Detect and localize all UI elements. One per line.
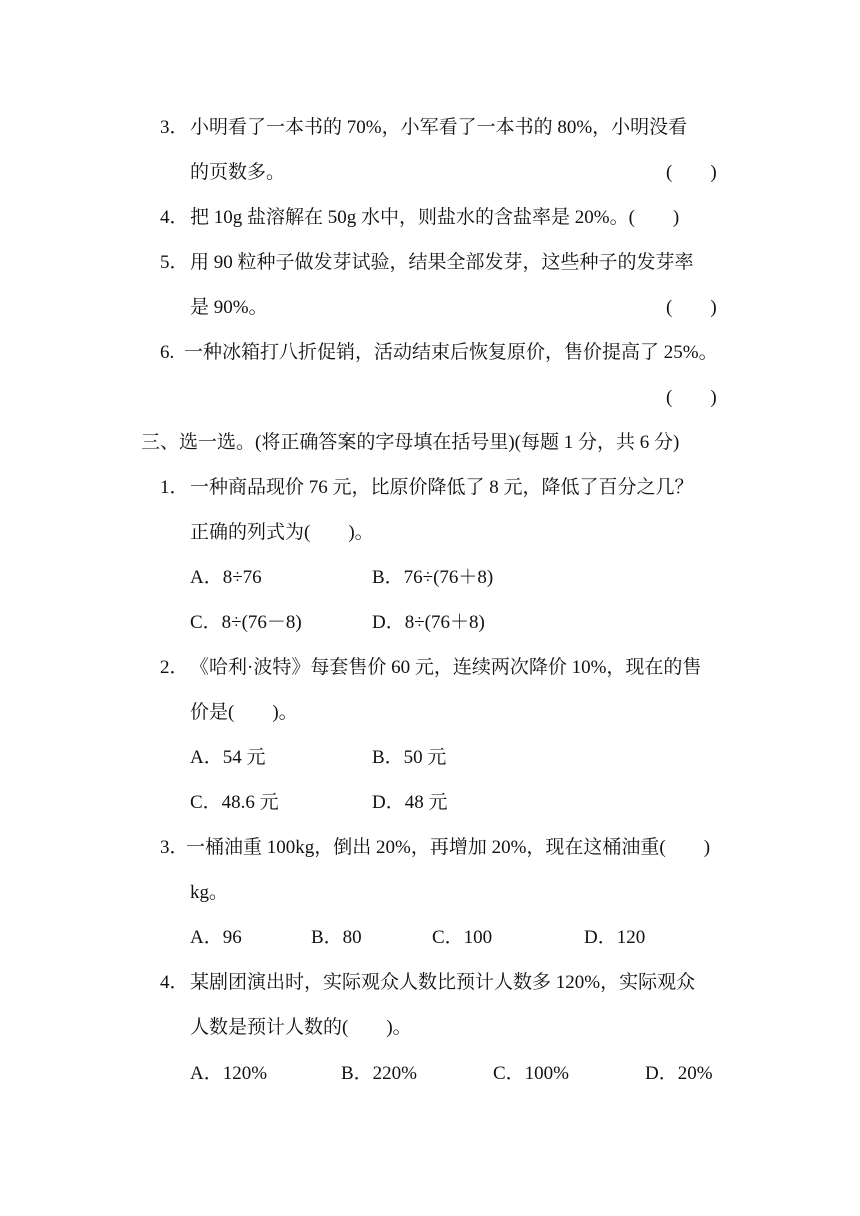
question-number: 5． — [160, 252, 189, 273]
option-a: A．8÷76 — [190, 567, 262, 588]
option-d: D．20% — [645, 1063, 713, 1084]
option-b: B．220% — [341, 1063, 418, 1084]
option-c: C．8÷(76－8) — [190, 612, 302, 633]
question-number: 4． — [160, 972, 189, 993]
question-text: 是 90%。 — [190, 297, 268, 318]
question-text: 用 90 粒种子做发芽试验，结果全部发芽，这些种子的发芽率 — [190, 252, 694, 273]
option-c: C．48.6 元 — [190, 792, 279, 813]
option-b: B．76÷(76＋8) — [372, 567, 494, 588]
question-number: 6. — [160, 342, 175, 363]
question-text: 把 10g 盐溶解在 50g 水中，则盐水的含盐率是 20%。( ) — [190, 207, 680, 228]
option-a: A．120% — [190, 1063, 268, 1084]
question-number: 2． — [160, 657, 189, 678]
option-d: D．120 — [584, 927, 646, 948]
question-text: 一桶油重 100kg，倒出 20%，再增加 20%，现在这桶油重( ) — [186, 837, 711, 858]
option-d: D．8÷(76＋8) — [372, 612, 485, 633]
option-b: B．50 元 — [372, 747, 447, 768]
question-text: 一种冰箱打八折促销，活动结束后恢复原价，售价提高了 25%。 — [184, 342, 718, 363]
section-title: 三、选一选。(将正确答案的字母填在括号里)(每题 1 分，共 6 分) — [141, 432, 680, 453]
answer-blank: ( ) — [666, 297, 717, 318]
question-number: 3． — [160, 117, 189, 138]
question-text: 的页数多。 — [190, 162, 286, 183]
question-text: 一种商品现价 76 元，比原价降低了 8 元，降低了百分之几？ — [190, 477, 694, 498]
option-b: B．80 — [311, 927, 362, 948]
question-text: 正确的列式为( )。 — [190, 522, 374, 543]
question-text: 人数是预计人数的( )。 — [190, 1017, 412, 1038]
option-a: A．96 — [190, 927, 242, 948]
question-text: 小明看了一本书的 70%，小军看了一本书的 80%，小明没看 — [190, 117, 688, 138]
question-number: 4． — [160, 207, 189, 228]
question-text: kg。 — [190, 882, 229, 903]
question-number: 3． — [160, 837, 189, 858]
option-c: C．100 — [432, 927, 493, 948]
answer-blank: ( ) — [666, 162, 717, 183]
question-number: 1． — [160, 477, 189, 498]
option-a: A．54 元 — [190, 747, 266, 768]
question-text: 价是( )。 — [190, 702, 298, 723]
option-c: C．100% — [493, 1063, 570, 1084]
answer-blank: ( ) — [666, 387, 717, 408]
question-text: 《哈利·波特》每套售价 60 元，连续两次降价 10%，现在的售 — [190, 657, 702, 678]
question-text: 某剧团演出时，实际观众人数比预计人数多 120%，实际观众 — [190, 972, 696, 993]
option-d: D．48 元 — [372, 792, 448, 813]
